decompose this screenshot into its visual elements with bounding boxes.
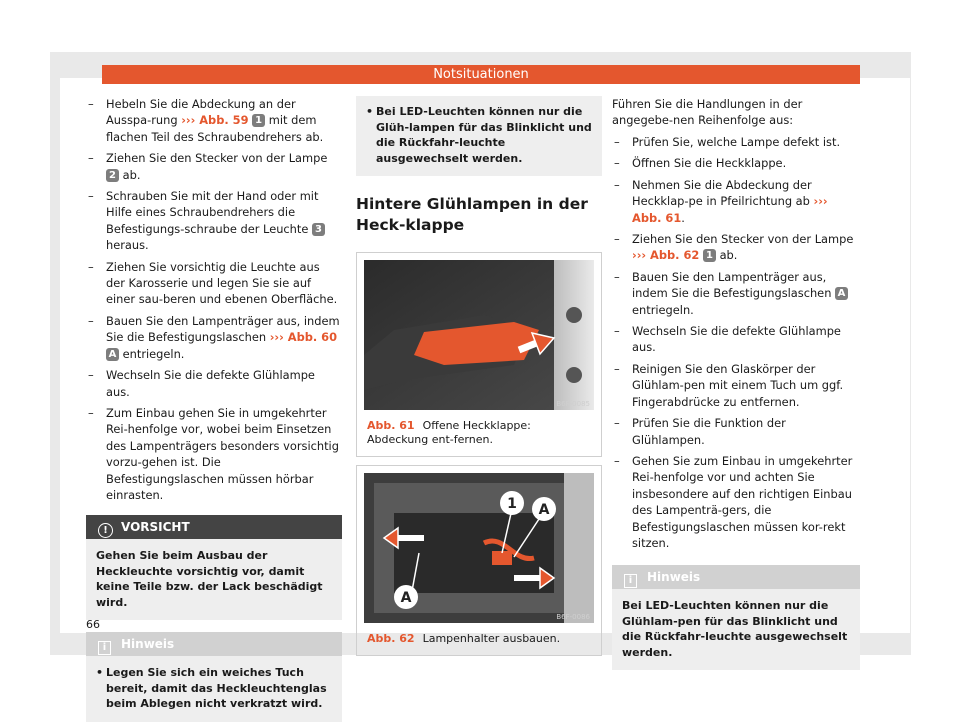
- list-item: – Reinigen Sie den Glaskörper der Glühlam-pen mit einem Tuch um ggf. Fingerabdrücke zu entfernen.: [612, 361, 860, 410]
- figure-caption: Abb. 62 Lampenhalter ausbauen.: [367, 632, 561, 645]
- caution-box: [86, 515, 342, 620]
- led-note-text: • Bei LED-Leuchten können nur die Glüh-lampen für das Blinklicht und die Rückfahr-leuchte ausgewechselt werden.: [366, 104, 592, 166]
- figure-code: B6F-0085: [556, 400, 590, 408]
- figure-link[interactable]: ››› Abb. 62: [632, 248, 700, 263]
- list-item: – Ziehen Sie den Stecker von der Lampe ››› Abb. 62 1 ab.: [612, 231, 860, 264]
- figure-61: [356, 252, 602, 457]
- caution-header: ! VORSICHT: [86, 515, 342, 539]
- callout-a: A: [538, 502, 550, 518]
- list-item: – Zum Einbau gehen Sie in umgekehrter Rei-henfolge vor, wobei beim Einsetzen des Lampenträgers besonders vorsichtig vorzu-gehen ist. Die Befestigungslaschen müssen hörbar einrasten.: [86, 405, 342, 503]
- list-item: – Wechseln Sie die defekte Glühlampe aus.: [612, 323, 860, 356]
- list-item: – Schrauben Sie mit der Hand oder mit Hilfe eines Schraubendrehers die Befestigungs-schraube der Leuchte 3 heraus.: [86, 188, 342, 254]
- list-item: – Ziehen Sie vorsichtig die Leuchte aus der Karosserie und legen Sie sie auf einer sau-beren und ebenen Oberfläche.: [86, 259, 342, 308]
- page-number: 66: [86, 618, 100, 631]
- list-item: – Bauen Sie den Lampenträger aus, indem Sie die Befestigungslaschen ››› Abb. 60 A entriegeln.: [86, 313, 342, 362]
- section-heading: Hintere Glühlampen in der Heck-klappe: [356, 195, 588, 234]
- figure-label: Abb. 61: [367, 419, 415, 432]
- caution-text: Gehen Sie beim Ausbau der Heckleuchte vorsichtig vor, damit keine Teile bzw. der Lack beschädigt wird.: [96, 549, 323, 609]
- list-item: – Prüfen Sie, welche Lampe defekt ist.: [612, 134, 860, 150]
- info-icon: i: [624, 574, 637, 588]
- figure-link[interactable]: ››› Abb. 60: [269, 330, 338, 345]
- figure-link[interactable]: ››› Abb. 59: [181, 113, 249, 128]
- steps-list: [612, 134, 860, 551]
- callout-marker: 1: [252, 114, 265, 127]
- list-item: – Hebeln Sie die Abdeckung an der Ausspa-rung ››› Abb. 59 1 mit dem flachen Teil des Schraubendrehers ab.: [86, 96, 342, 145]
- note-box: [86, 632, 342, 722]
- callout-a-lower: A: [400, 590, 412, 606]
- intro-text: Führen Sie die Handlungen in der angegebe-nen Reihenfolge aus:: [612, 97, 803, 127]
- list-item: – Gehen Sie zum Einbau in umgekehrter Rei-henfolge vor und achten Sie insbesondere auf den richtigen Einbau des Lampenträ-gers, die Befestigungslaschen müssen kor-rekt sitzen.: [612, 453, 860, 551]
- steps-list: [86, 96, 342, 503]
- callout-marker: 2: [106, 169, 119, 182]
- note-text: • Legen Sie sich ein weiches Tuch bereit, damit das Heckleuchtenglas beim Ablegen nicht verkratzt wird.: [96, 665, 332, 712]
- info-icon: i: [98, 641, 111, 655]
- callout-marker: 1: [703, 249, 716, 262]
- list-item: – Öffnen Sie die Heckklappe.: [612, 155, 860, 171]
- figure-62-image: [364, 473, 594, 623]
- figure-code: B6F-0086: [556, 613, 590, 621]
- callout-marker: A: [106, 348, 119, 361]
- section-header: Notsituationen: [102, 65, 860, 84]
- note-box: [612, 565, 860, 670]
- list-item: – Nehmen Sie die Abdeckung der Heckklap-pe in Pfeilrichtung ab ››› Abb. 61.: [612, 177, 860, 226]
- figure-caption: Abb. 61 Offene Heckklappe: Abdeckung ent-fernen.: [367, 419, 531, 446]
- exclamation-icon: !: [98, 523, 113, 538]
- note-header: i Hinweis: [86, 632, 342, 656]
- figure-label: Abb. 62: [367, 632, 415, 645]
- callout-marker: 3: [312, 223, 325, 236]
- list-item: – Prüfen Sie die Funktion der Glühlampen.: [612, 415, 860, 448]
- list-item: – Ziehen Sie den Stecker von der Lampe 2 ab.: [86, 150, 342, 183]
- note-text: Bei LED-Leuchten können nur die Glühlam-pen für das Blinklicht und die Rückfahr-leuchte ausgewechselt werden.: [622, 599, 848, 659]
- figure-62: [356, 465, 602, 656]
- column-middle: [356, 96, 602, 664]
- list-item: – Wechseln Sie die defekte Glühlampe aus.: [86, 367, 342, 400]
- note-header: i Hinweis: [612, 565, 860, 589]
- callout-1: 1: [507, 496, 517, 512]
- column-right: [612, 96, 860, 670]
- callout-marker: A: [835, 287, 848, 300]
- column-left: [86, 96, 342, 722]
- figure-link[interactable]: ››› Abb. 61: [632, 194, 828, 225]
- list-item: – Bauen Sie den Lampenträger aus, indem Sie die Befestigungslaschen A entriegeln.: [612, 269, 860, 318]
- figure-61-image: [364, 260, 594, 410]
- led-note-box: [356, 96, 602, 176]
